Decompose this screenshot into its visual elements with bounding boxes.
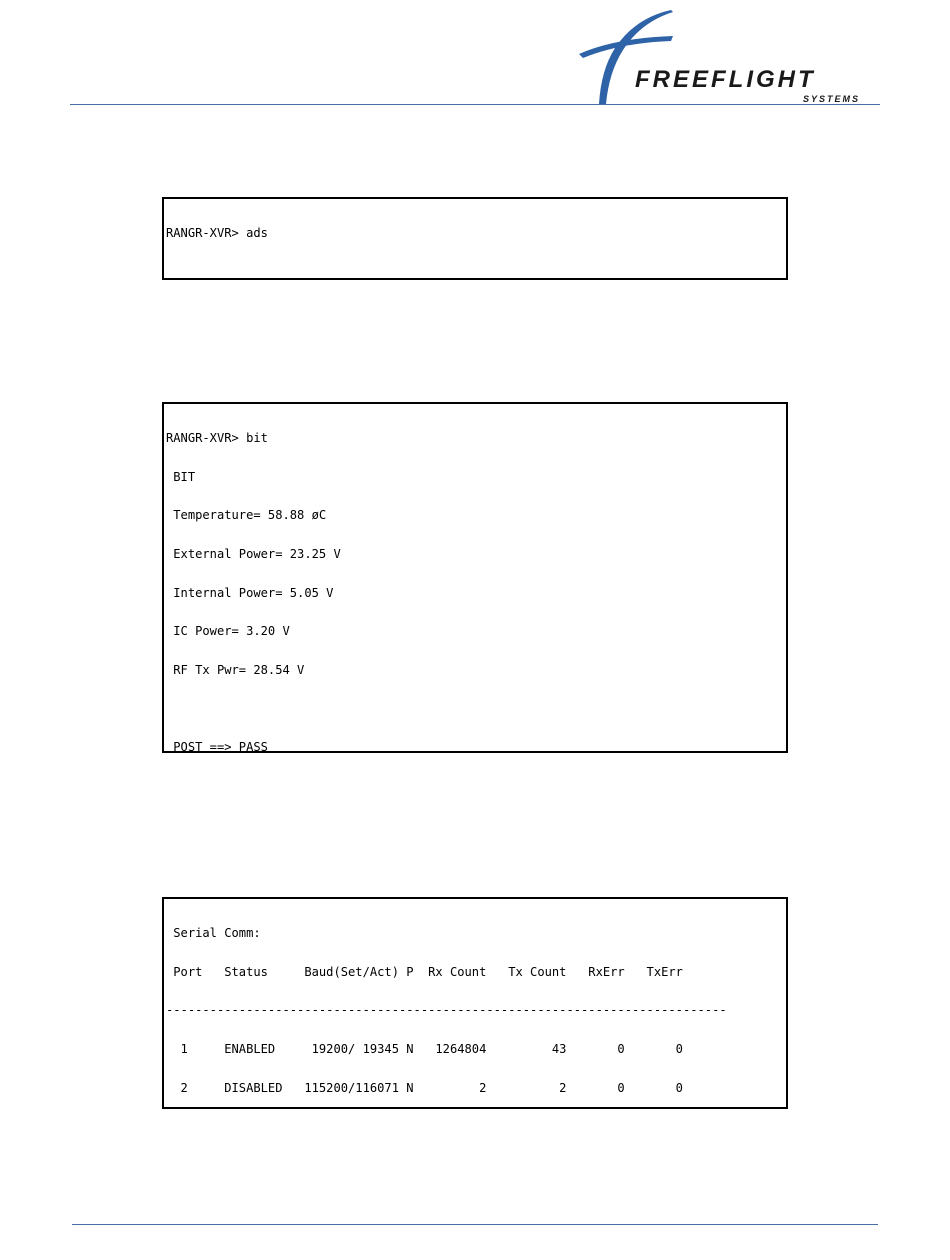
terminal-line: Temperature= 58.88 øC bbox=[166, 508, 327, 523]
comm-terminal-screenshot bbox=[162, 897, 788, 1109]
terminal-line bbox=[166, 703, 786, 716]
terminal-line: External Power= 23.25 V bbox=[166, 546, 341, 561]
logo-sub-text: SYSTEMS bbox=[803, 94, 861, 104]
terminal-line: BIT bbox=[166, 469, 196, 484]
terminal-line: IC Power= 3.20 V bbox=[166, 624, 290, 639]
footer-divider bbox=[72, 1224, 878, 1225]
terminal-line bbox=[166, 266, 786, 279]
bit-terminal-screenshot bbox=[162, 402, 788, 753]
logo-brand-text: FREEFLIGHT bbox=[635, 66, 816, 93]
terminal-line: 2 DISABLED 115200/116071 N 2 2 0 0 bbox=[166, 1080, 683, 1095]
terminal-line: 1 ENABLED 19200/ 19345 N 1264804 43 0 0 bbox=[166, 1041, 683, 1056]
terminal-line: RF Tx Pwr= 28.54 V bbox=[166, 663, 305, 678]
terminal-line: POST ==> PASS bbox=[166, 740, 268, 753]
terminal-line: Internal Power= 5.05 V bbox=[166, 585, 334, 600]
freeflight-logo bbox=[575, 8, 885, 104]
terminal-line: RANGR-XVR> bit bbox=[166, 430, 268, 445]
terminal-line: Serial Comm: bbox=[166, 925, 261, 940]
terminal-line: RANGR-XVR> ads bbox=[166, 225, 268, 240]
terminal-line: Port Status Baud(Set/Act) P Rx Count Tx Count RxErr TxErr bbox=[166, 964, 683, 979]
terminal-line: ----------------------------------------------------------------------------- bbox=[166, 1003, 727, 1018]
header-divider bbox=[70, 104, 880, 105]
ads-terminal-screenshot bbox=[162, 197, 788, 280]
